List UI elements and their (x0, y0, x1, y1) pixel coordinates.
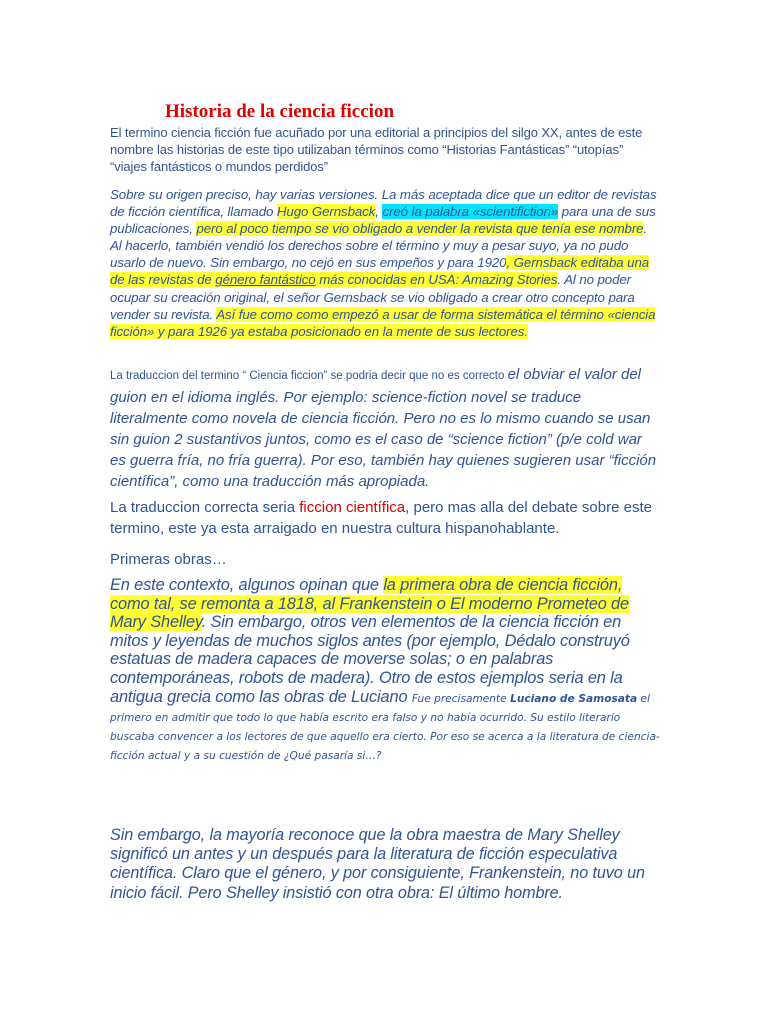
text-run: el obviar el valor del guion en el idioma inglés. Por ejemplo: science-fiction novel se traduce literalmente como novela de ciencia ficción. Pero no es lo mismo cuando se usan sin guion 2 sustantivos juntos, como es el caso de “science fiction” (p/e cold war es guerra fría, no fría guerra). Por eso, también hay quienes sugieren usar “ficción científica”, como una traducción más apropiada. (110, 366, 657, 490)
text-run: para una de sus publicaciones, (110, 204, 656, 237)
text-run: , pero mas alla del debate sobre este termino, este ya esta arraigado en nuestra cultura hispanohablante. (110, 499, 652, 537)
red-term: ficcion científica (299, 499, 406, 516)
document-title: Historia de la ciencia ficcion (165, 101, 395, 122)
highlight-hugo-gernsback: Hugo Gernsback (276, 204, 376, 220)
text-run: . Sin embargo, otros ven elementos de la ciencia ficción en mitos y leyendas de muchos siglos antes (por ejemplo, Dédalo construyó estatuas de madera capaces de moverse solas; o en palabras contemporáneas, robots de madera). Otro de estos ejemplos seria en la antigua grecia como las obras de Luciano (110, 613, 630, 706)
text-run-small: Fue precisamente (411, 692, 511, 705)
paragraph-first-works (110, 576, 660, 764)
highlight-scientifiction: creó la palabra «scientifiction» (382, 204, 559, 220)
highlight-gernsback-editaba: , Gernsback editaba una de las revistas de (110, 255, 650, 288)
text-run: En este contexto, algunos opinan que (110, 576, 384, 594)
text-run-luciano: Luciano de Samosata (510, 692, 638, 705)
text-run-lead: La traduccion del termino “ Ciencia ficcion” se podria decir que no es correcto (110, 370, 508, 382)
text-run: La traduccion correcta seria (110, 499, 300, 516)
highlight-ciencia-ficcion-1926: Así fue como como empezó a usar de forma sistemática el término «ciencia ficción» y para 1926 ya estaba posicionado en la mente de sus lectores. (110, 306, 656, 339)
highlight-amazing-stories: más conocidas en USA: Amazing Stories (315, 272, 558, 288)
highlight-frankenstein: la primera obra de ciencia ficción, como tal, se remonta a 1818, al Frankenstein o El moderno Prometeo de Mary Shelley (110, 576, 629, 632)
highlight-genero-fantastico: género fantástico (215, 272, 316, 288)
paragraph-correct-translation (110, 497, 660, 539)
text-run-small: el primero en admitir que todo lo que había escrito era falso y no había ocurrido. Su estilo literario buscaba convencer a los lectores de que aquello era cierto. Por eso se acerca a la literatura de ciencia-ficción actual y a su cuestión de ¿Qué pasaría si…? (110, 692, 660, 762)
paragraph-mary-shelley: Sin embargo, la mayoría reconoce que la obra maestra de Mary Shelley significó un antes y un después para la literatura de ficción especulativa científica. Claro que el género, y por consiguiente, Frankenstein, no tuvo un inicio fácil. Pero Shelley insistió con otra obra: El último hombre. (110, 826, 645, 902)
text-run: . Al no poder ocupar su creación original, el señor Gernsback se vio obligado a crear otro concepto para vender su revista. (110, 272, 635, 322)
paragraph-translation (110, 364, 660, 492)
section-heading-primeras-obras: Primeras obras… (110, 551, 227, 568)
paragraph-gernsback (110, 186, 660, 340)
highlight-sold-magazine: pero al poco tiempo se vio obligado a vender la revista que tenía ese nombre (196, 221, 644, 237)
text-run: . Al hacerlo, también vendió los derechos sobre el término y muy a pesar suyo, ya no pudo usarlo de nuevo. Sin embargo, no cejó en sus empeños y para 1920 (110, 221, 648, 271)
text-run: Sobre su origen preciso, hay varias versiones. La más aceptada dice que un editor de revistas de ficción científica, llamado (110, 187, 657, 220)
text-run: , (375, 204, 383, 220)
paragraph-origin-term: El termino ciencia ficción fue acuñado por una editorial a principios del silgo XX, antes de este nombre las historias de este tipo utilizaban términos como “Historias Fantásticas” “utopías” “viajes fantásticos o mundos perdidos” (110, 125, 643, 174)
